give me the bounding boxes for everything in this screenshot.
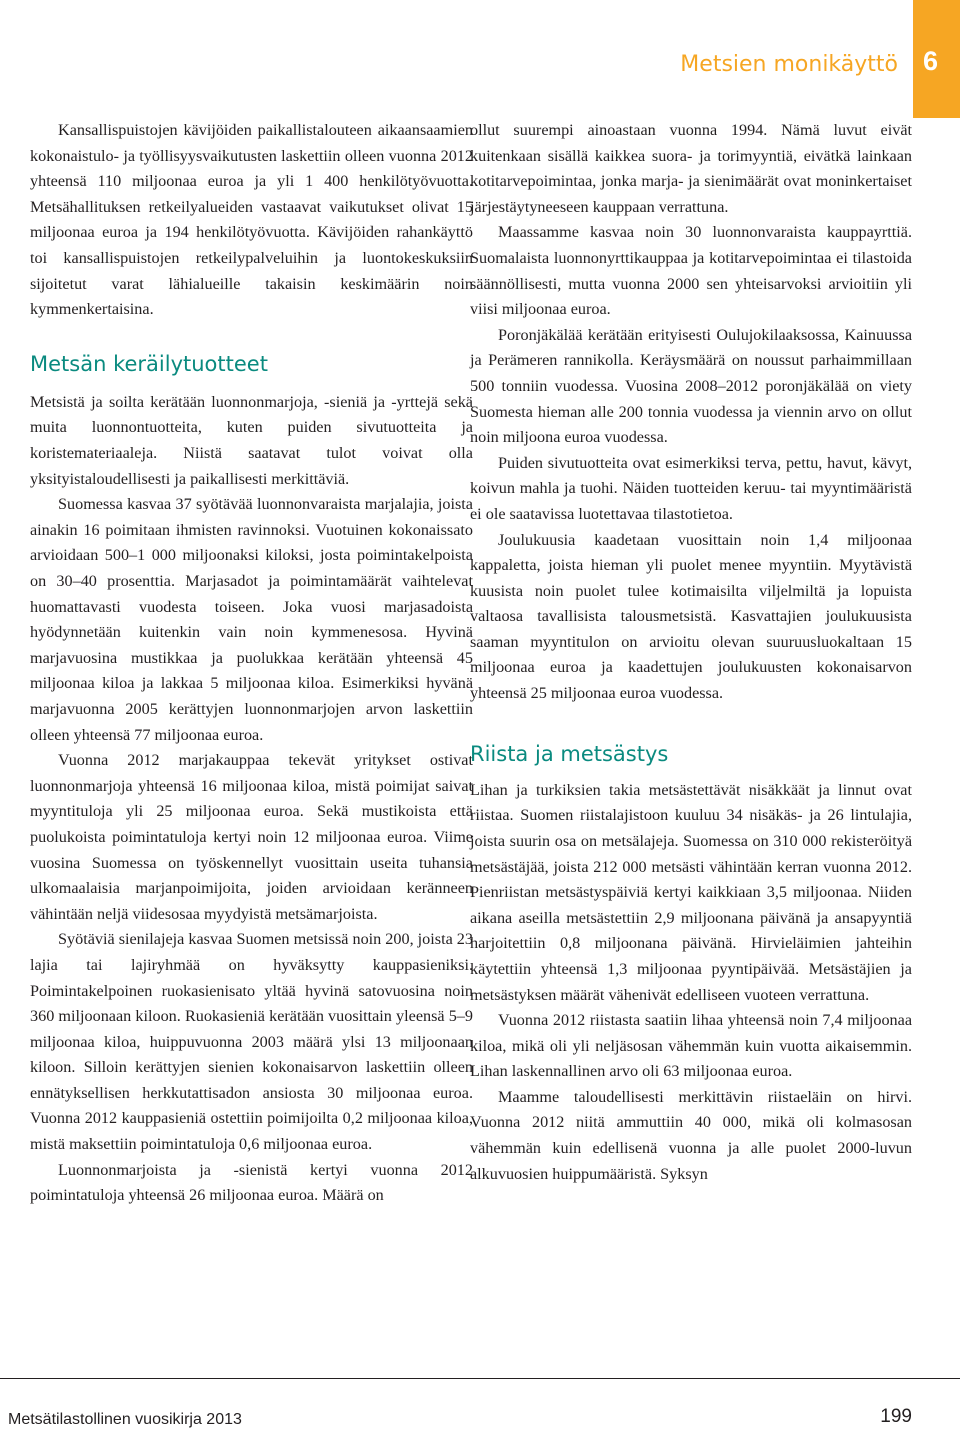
- chapter-title: Metsien monikäyttö: [680, 52, 898, 77]
- body-paragraph: Syötäviä sienilajeja kasvaa Suomen metsissä noin 200, joista 23 lajia tai lajiryhmää on hyväksytty kauppasieniksi. Poimintakelpoinen ruokasienisato yltää hyvinä satovuosina noin 360 miljoonaan kiloon. Ruokasieniä kerätään vuosittain yleensä 5–9 miljoonaa kiloa, huippuvuonna 2003 määrä ylsi 13 miljoonaan kiloon. Silloin kerättyjen sienien kokonaisarvon laskettiin olleen ennätyksellisen herkkutattisadon ansiosta 30 miljoonaa euroa. Vuonna 2012 kauppasieniä ostettiin poimijoilta 0,2 miljoonaa kiloa, mistä maksettiin poimintatuloja 0,6 miljoonaa euroa.: [30, 930, 473, 1154]
- body-paragraph: Kansallispuistojen kävijöiden paikallistalouteen aikaansaamien kokonaistulo- ja työllisyysvaikutusten laskettiin olleen vuonna 2012 yhteensä 110 miljoonaa euroa ja yli 1 400 henkilötyövuotta. Metsähallituksen retkeilyalueiden vastaavat vaikutukset olivat 15 miljoonaa euroa ja 194 henkilötyövuotta. Kävijöiden rahankäyttö toi kansallispuistojen retkeilypalveluihin ja luontokeskuksiin sijoitetut varat lähialueille takaisin keskimäärin noin kymmenkertaisina.: [30, 121, 473, 319]
- body-paragraph: Vuonna 2012 riistasta saatiin lihaa yhteensä noin 7,4 miljoonaa kiloa, mikä oli yli neljäsosan vähemmän kuin vuotta aikaisemmin. Lihan laskennallinen arvo oli 63 miljoonaa euroa.: [470, 1011, 912, 1081]
- chapter-tab: [913, 0, 960, 118]
- body-paragraph: ollut suurempi ainoastaan vuonna 1994. Nämä luvut eivät kuitenkaan sisällä kaikkea suora- ja torimyyntiä, eivätkä lainkaan kotitarvepoimintaa, jonka marja- ja sienimäärät ovat moninkertaiset järjestäytyneeseen kauppaan verrattuna.: [470, 121, 912, 216]
- chapter-number: 6: [922, 46, 938, 76]
- section-heading-keräilytuotteet: Metsän keräilytuotteet: [30, 351, 268, 376]
- footer-rule: [0, 1378, 960, 1379]
- body-paragraph: Puiden sivutuotteita ovat esimerkiksi terva, pettu, havut, kävyt, koivun mahla ja tuohi. Näiden tuotteiden keruu- tai myyntimääristä ei ole saatavissa luotettavaa tilastotietoa.: [470, 453, 912, 523]
- body-paragraph: Vuonna 2012 marjakauppaa tekevät yritykset ostivat luonnonmarjoja yhteensä 16 miljoonaa kiloa, mistä poimijat saivat myyntituloja yli 25 miljoonaa euroa. Sekä mustikoista että puolukoista poimintatuloja kertyi noin 12 miljoonaa euroa. Viime vuosina Suomessa on työskennellyt vuosittain useita tuhansia ulkomaalaisia marjanpoimijoita, joiden arvioidaan keränneen vähintään neljä viidesosaa myydyistä metsämarjoista.: [30, 751, 473, 923]
- body-paragraph: Maassamme kasvaa noin 30 luonnonvaraista kauppayrttiä. Suomalaista luonnonyrttikauppaa ja kotitarvepoimintaa ei tilastoida säännöllisesti, mutta vuonna 2000 sen yhteisarvoksi arvioitiin yli viisi miljoonaa euroa.: [470, 223, 912, 319]
- body-paragraph: Maamme taloudellisesti merkittävin riistaeläin on hirvi. Vuonna 2012 niitä ammuttiin 40 000, mikä oli kolmasosan vähemmän kuin edellisenä vuonna ja alle puolet 2000-luvun alkuvuosien huippumääristä. Syksyn: [470, 1087, 912, 1183]
- body-paragraph: Lihan ja turkiksien takia metsästettävät nisäkkäät ja linnut ovat riistaa. Suomen riistalajistoon kuuluu 34 nisäkäs- ja 26 lintulajia, joista suurin osa on metsälajeja. Suomessa on 310 000 rekisteröityä metsästäjää, joista 212 000 metsästi vähintään kerran vuonna 2012. Pienriistan metsästyspäiviä kertyi kaikkiaan 3,5 miljoonaa. Niiden aikana aseilla metsästettiin 2,9 miljoonana päivänä ja ansapyyntiä harjoitettiin 0,8 miljoonana päivänä. Hirvieläimien jahteihin käytettiin yhteensä 1,3 miljoonaa pyyntipäivää. Metsästäjien ja metsästyksen määrät vähenivät edelliseen vuoteen verrattuna.: [470, 780, 912, 1004]
- body-paragraph: Joulukuusia kaadetaan vuosittain noin 1,4 miljoonaa kappaletta, joista hieman yli puolet menee myyntiin. Myytävistä kuusista noin puolet tulee kotimaisilta viljelmiltä ja lopuista valtaosa tavallisista talousmetsistä. Kasvattajien joulukuusista saaman myyntitulon on arvioitu olevan suuruusluokaltaan 15 miljoonaa euroa ja kaadettujen joulukuusten kokonaisarvon yhteensä 25 miljoonaa euroa vuodessa.: [470, 530, 912, 703]
- page-number: 199: [880, 1406, 912, 1427]
- right-column: [470, 118, 912, 1187]
- publication-title: Metsätilastollinen vuosikirja 2013: [8, 1411, 242, 1428]
- body-paragraph: Suomessa kasvaa 37 syötävää luonnonvaraista marjalajia, joista ainakin 16 poimitaan ihmisten ravinnoksi. Vuotuinen kokonaissato arvioidaan 500–1 000 miljoonaksi kiloksi, josta poimintakelpoista on 30–40 prosenttia. Marjasadot ja poimintamäärät vaihtelevat huomattavasti vuodesta toiseen. Joka vuosi marjasadoista hyödynnetään kuitenkin vain noin kymmenesosa. Hyvinä marjavuosina mustikkaa ja puolukkaa kerätään yhteensä 45 miljoonaa kiloa ja lakkaa 5 miljoonaa kiloa. Esimerkiksi hyvänä marjavuonna 2005 kerättyjen luonnonmarjojen arvon laskettiin olleen yhteensä 77 miljoonaa euroa.: [30, 495, 473, 744]
- section-heading-riista: Riista ja metsästys: [470, 741, 669, 766]
- left-column: [30, 118, 473, 1209]
- body-paragraph: Poronjäkälää kerätään erityisesti Oulujokilaaksossa, Kainuussa ja Perämeren rannikolla. Keräysmäärä on noussut parhaimmillaan 500 tonniin vuodessa. Vuosina 2008–2012 poronjäkälää on viety Suomesta hieman alle 200 tonnia vuodessa ja viennin arvo on ollut noin miljoona euroa vuodessa.: [470, 325, 912, 447]
- body-paragraph: Metsistä ja soilta kerätään luonnonmarjoja, -sieniä ja -yrttejä sekä muita luonnontuotteita, kuten puiden sivutuotteita ja koristemateriaaleja. Niistä saatavat tulot voivat olla yksityistaloudellisesti ja paikallisesti merkittäviä.: [30, 392, 473, 488]
- body-paragraph: Luonnonmarjoista ja -sienistä kertyi vuonna 2012 poimintatuloja yhteensä 26 miljoonaa euroa. Määrä on: [30, 1160, 473, 1205]
